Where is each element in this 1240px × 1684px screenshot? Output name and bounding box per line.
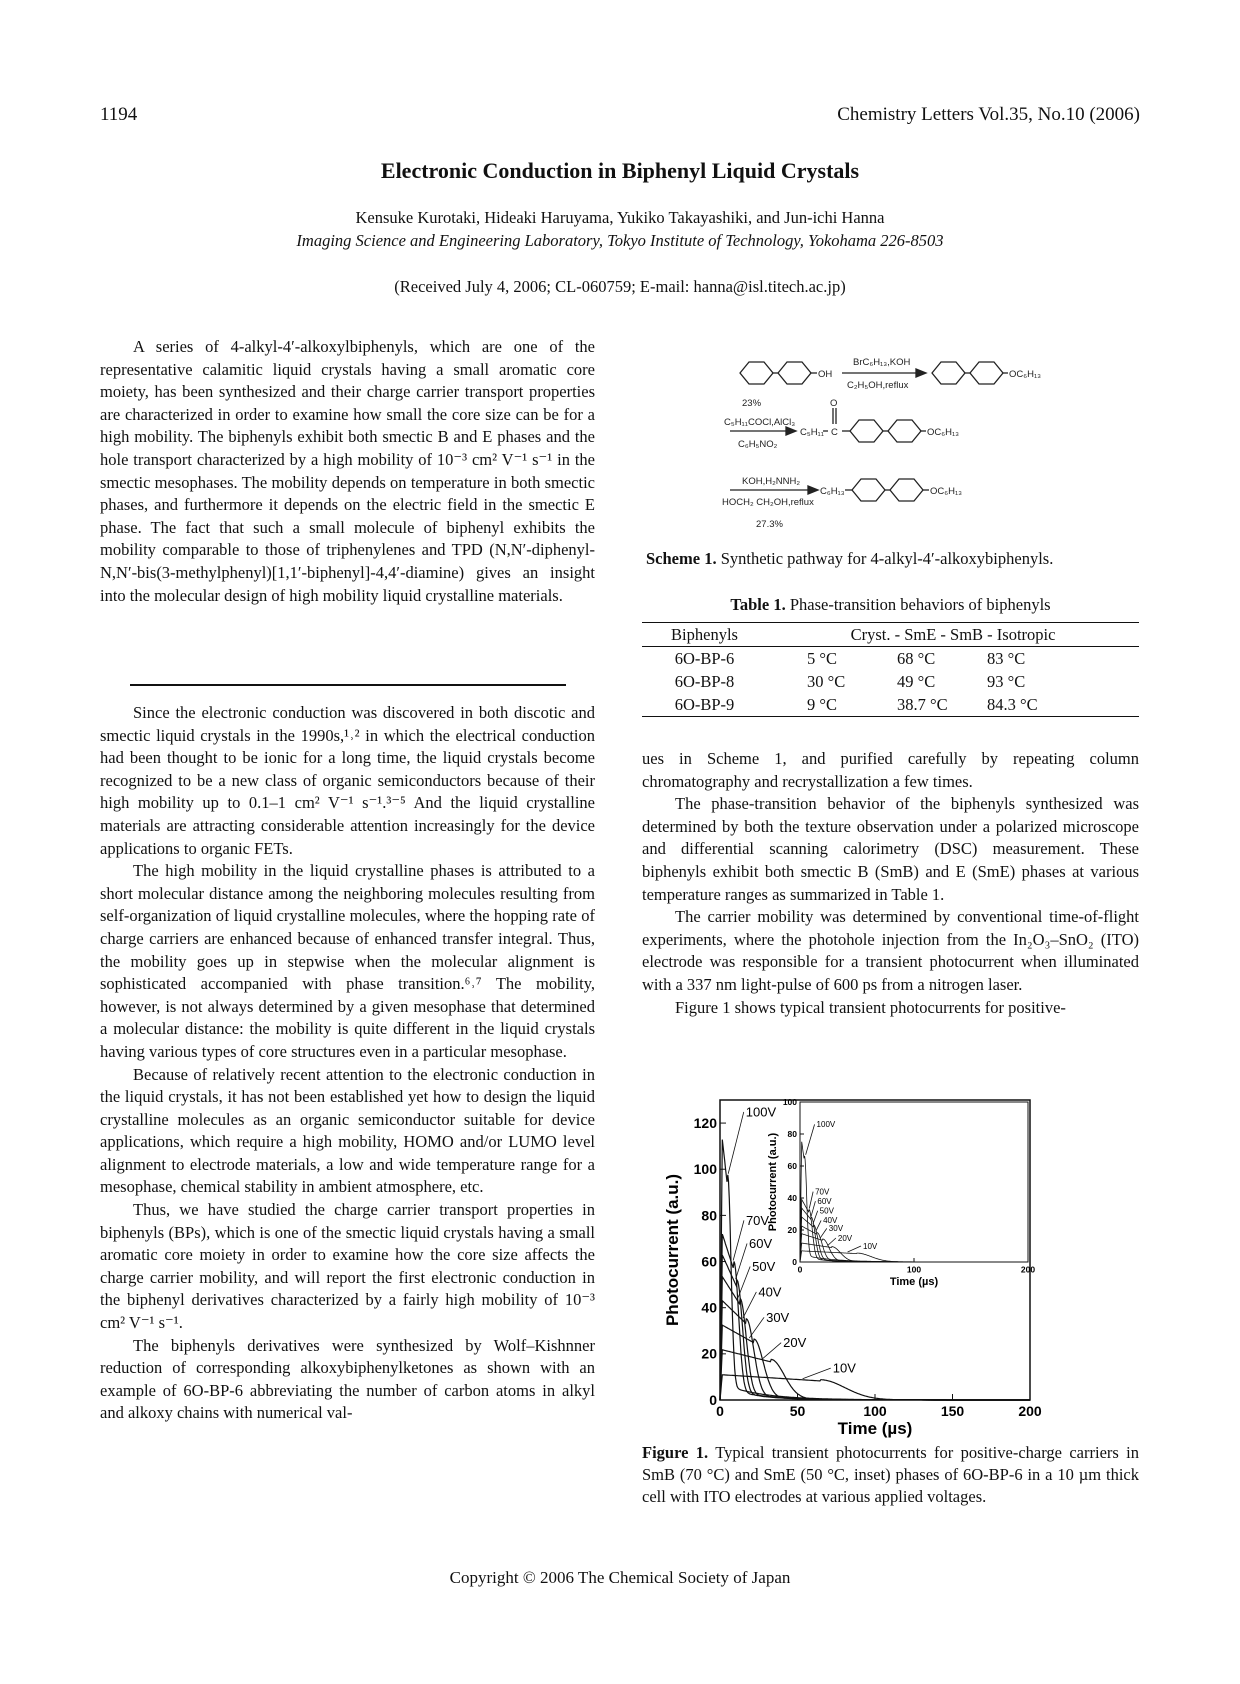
paragraph: The phase-transition behavior of the biphenyls synthesized was determined by both the texture observation under a polarized microscope and differential scanning calorimetry (DSC) measurement. These biphenyls exhibit both smectic B (SmB) and E (SmE) phases at various temperature ranges as summarized in Table 1. [642, 794, 1139, 904]
scheme-step1-conditions: C₂H₅OH,reflux [847, 380, 909, 391]
table-cell: 38.7 °C [897, 694, 948, 714]
abstract-divider [130, 684, 566, 686]
table-header-row [642, 623, 1139, 647]
benzene-ring [888, 420, 921, 442]
phase-transition-table [642, 622, 1139, 717]
scheme-step3-reagent: KOH,H₂NNH₂ [742, 476, 801, 487]
table-caption-text: Phase-transition behaviors of biphenyls [789, 595, 1051, 614]
scheme-oxygen: O [830, 398, 838, 409]
table-row [642, 670, 1139, 693]
benzene-ring [778, 362, 811, 384]
y-tick-label: 60 [701, 1253, 717, 1270]
y-tick-label: 40 [787, 1192, 797, 1203]
journal-header: Chemistry Letters Vol.35, No.10 (2006) [837, 104, 1140, 125]
body-left-column [100, 702, 595, 1425]
series-label: 70V [745, 1212, 770, 1228]
y-tick-label: 0 [792, 1256, 797, 1267]
table-caption-label: Table 1. [730, 595, 786, 614]
series-label: 30V [828, 1224, 844, 1234]
table-cell: 83 °C [987, 648, 1026, 668]
table-header: Biphenyls [671, 624, 738, 644]
paragraph: The high mobility in the liquid crystalline phases is attributed to a short molecular distance among the neighboring molecules resulting from self-organization of liquid crystalline molecules, where the hopping rate of charge carriers are enhanced because of enhanced transfer integral. Thus, the mobility goes up in stepwise when the molecular alignment is sophisticated accompanied with phase transition.⁶˒⁷ The mobility, however, is not always determined by a given mesophase that determined a molecular distance: the mobility is quite different in the liquid crystals having various types of core structures even in a particular mesophase. [100, 861, 595, 1061]
scheme-oh: OH [818, 369, 833, 380]
scheme-c5h11: C₅H₁₁ [800, 427, 824, 438]
table-cell: 30 °C [807, 671, 846, 691]
y-tick-label: 60 [787, 1160, 797, 1171]
y-tick-label: 100 [782, 1096, 797, 1107]
series-label: 40V [758, 1284, 782, 1300]
scheme-step2-yield: 23% [742, 398, 762, 409]
x-tick-label: 200 [1020, 1264, 1036, 1275]
y-tick-label: 0 [709, 1391, 717, 1408]
table-row [642, 647, 1139, 671]
table-row [642, 693, 1139, 717]
x-axis-label: Time (µs) [837, 1419, 913, 1438]
table-cell: 93 °C [987, 671, 1026, 691]
abstract-text: A series of 4-alkyl-4′-alkoxylbiphenyls, which are one of the representative calamitic liquid crystals having a small aromatic core moiety, has been synthesized and their charge carrier transport properties are characterized in order to examine how small the core size can be for a high mobility. The biphenyls exhibit both smectic B and E phases and the hole transport characterized by a high mobility of 10⁻³ cm² V⁻¹ s⁻¹ in the smectic mesophases. The mobility depends on temperature in both smectic phases, and furthermore it depends on the electric field in the smectic E phase. The fact that such a small molecule of biphenyl exhibits the mobility comparable to those of triphenylenes and TPD (N,N′-diphenyl-N,N′-bis(3-methylphenyl)[1,1′-biphenyl]-4,4′-diamine) gives an insight into the molecular design of high mobility liquid crystalline materials. [100, 337, 595, 605]
affiliation: Imaging Science and Engineering Laboratory, Tokyo Institute of Technology, Yokohama 226-8503 [296, 231, 944, 250]
table-cell: 9 °C [807, 694, 837, 714]
paragraph: Because of relatively recent attention to the electronic conduction in the liquid crystals, it has not been established yet how to design the liquid crystalline molecules as an organic semiconductor suitable for device applications, which require a high mobility, HOMO and/or LUMO level alignment to electrode materials, a low and wide temperature range for a mesophase, chemical stability in ambient atmosphere, etc. [100, 1064, 595, 1197]
y-tick-label: 20 [701, 1345, 717, 1362]
series-label: 30V [766, 1309, 790, 1325]
x-tick-label: 200 [1018, 1403, 1042, 1419]
benzene-ring [852, 479, 885, 501]
scheme-step1-reagent: BrC₆H₁₃,KOH [853, 357, 911, 368]
table-cell: 84.3 °C [987, 694, 1038, 714]
series-label: 100V [745, 1104, 777, 1120]
series-label: 10V [863, 1241, 878, 1251]
x-tick-label: 0 [716, 1403, 724, 1419]
abstract [100, 336, 595, 607]
benzene-ring [970, 362, 1003, 384]
scheme-step3-conditions: HOCH₂ CH₂OH,reflux [722, 497, 814, 508]
benzene-ring [740, 362, 773, 384]
series-label: 20V [783, 1335, 807, 1351]
y-tick-label: 80 [701, 1207, 717, 1224]
paragraph: Figure 1 shows typical transient photocurrents for positive- [675, 997, 1066, 1017]
x-tick-label: 100 [906, 1264, 922, 1275]
scheme-oc6h13: OC₆H₁₃ [1009, 369, 1042, 380]
scheme-carbon: C [831, 427, 838, 438]
scheme-step2-reagent: C₅H₁₁COCl,AlCl₃ [724, 417, 796, 428]
table-caption [642, 594, 1139, 616]
paragraph: The carrier mobility was determined by conventional time-of-flight experiments, where the photohole injection from the In₂O₃–SnO₂ (ITO) electrode was responsible for a transient photocurrent when illuminated with a 337 nm light-pulse of 600 ps from a nitrogen laser. [642, 907, 1139, 994]
series-label: 20V [837, 1233, 853, 1243]
table-cell: 68 °C [897, 648, 936, 668]
scheme-caption-text: Synthetic pathway for 4-alkyl-4′-alkoxybiphenyls. [720, 549, 1054, 568]
scheme-caption-label: Scheme 1. [646, 549, 717, 568]
paragraph: The biphenyls derivatives were synthesized by Wolf–Kishnner reduction of corresponding alkoxybiphenylketones as shown with an example of 6O-BP-6 abbreviating the number of carbon atoms in alkyl and alkoxy chains with numerical val- [100, 1335, 595, 1423]
figure-caption-label: Figure 1. [642, 1443, 709, 1462]
y-axis-label: Photocurrent (a.u.) [767, 1132, 779, 1232]
page-number: 1194 [100, 104, 138, 125]
y-tick-label: 120 [693, 1114, 717, 1131]
paper-title: Electronic Conduction in Biphenyl Liquid Crystals [380, 158, 860, 183]
y-tick-label: 40 [701, 1299, 717, 1316]
x-tick-label: 150 [940, 1403, 965, 1419]
series-label: 50V [752, 1259, 776, 1275]
paragraph: ues in Scheme 1, and purified carefully by repeating column chromatography and recrystallization a few times. [642, 749, 1139, 791]
figure-caption-text: Typical transient photocurrents for positive-charge carriers in SmB (70 °C) and SmE (50 °C, inset) phases of 6O-BP-6 in a 10 µm thick cell with ITO electrodes at various applied voltages. [642, 1443, 1139, 1506]
synthetic-scheme [720, 338, 1060, 534]
table-cell: 49 °C [897, 671, 936, 691]
scheme-c6h13: C₆H₁₃ [820, 486, 845, 497]
figure-caption [642, 1442, 1139, 1508]
y-tick-label: 20 [787, 1224, 797, 1235]
benzene-ring [932, 362, 965, 384]
copyright-footer: Copyright © 2006 The Chemical Society of Japan [449, 1568, 791, 1587]
table-cell: 6O-BP-9 [674, 694, 735, 714]
x-axis-label: Time (µs) [889, 1276, 939, 1288]
x-tick-label: 100 [863, 1403, 887, 1419]
received-line: (Received July 4, 2006; CL-060759; E-mail: hanna@isl.titech.ac.jp) [394, 277, 846, 296]
series-label: 10V [832, 1360, 856, 1376]
table-cell: 6O-BP-8 [674, 671, 735, 691]
series-label: 40V [823, 1216, 838, 1226]
figure-1-chart [650, 1090, 1120, 1440]
series-label: 50V [819, 1206, 834, 1216]
body-right-column [642, 748, 1139, 1019]
x-tick-label: 0 [797, 1264, 803, 1275]
benzene-ring [890, 479, 923, 501]
table-header: Cryst. - SmE - SmB - Isotropic [850, 624, 1056, 644]
series-label: 60V [817, 1197, 832, 1206]
paragraph: Thus, we have studied the charge carrier transport properties in biphenyls (BPs), which is one of the smectic liquid crystals having a small aromatic core moiety in order to examine how the core size affects the charge carrier mobility, and will report the first electronic conduction in the biphenyl derivatives characterized by a fairly high mobility of 10⁻³ cm² V⁻¹ s⁻¹. [100, 1200, 595, 1333]
scheme-step2-solvent: C₆H₅NO₂ [738, 439, 778, 450]
y-tick-label: 80 [787, 1128, 797, 1139]
authors: Kensuke Kurotaki, Hideaki Haruyama, Yukiko Takayashiki, and Jun-ichi Hanna [355, 208, 885, 227]
x-tick-label: 50 [789, 1403, 806, 1419]
benzene-ring [850, 420, 883, 442]
scheme-oc6h13: OC₆H₁₃ [927, 427, 960, 438]
paragraph: Since the electronic conduction was discovered in both discotic and smectic liquid crystals in the 1990s,¹˒² in which the electrical conduction had been thought to be ionic for a long time, the liquid crystals become recognized to be a new class of organic semiconductors because of their high mobility up to 0.1–1 cm² V⁻¹ s⁻¹.³⁻⁵ And the liquid crystalline materials are attracting considerable attention increasingly for the device applications to organic FETs. [100, 703, 595, 858]
series-label: 70V [815, 1187, 830, 1197]
y-tick-label: 100 [693, 1161, 717, 1178]
series-label: 100V [816, 1120, 836, 1130]
scheme-step3-yield: 27.3% [756, 519, 783, 530]
table-cell: 5 °C [807, 648, 837, 668]
scheme-oc6h13: OC₆H₁₃ [930, 486, 963, 497]
series-label: 60V [749, 1236, 773, 1251]
y-axis-label: Photocurrent (a.u.) [663, 1173, 682, 1327]
table-cell: 6O-BP-6 [674, 648, 735, 668]
scheme-caption [646, 548, 1146, 570]
